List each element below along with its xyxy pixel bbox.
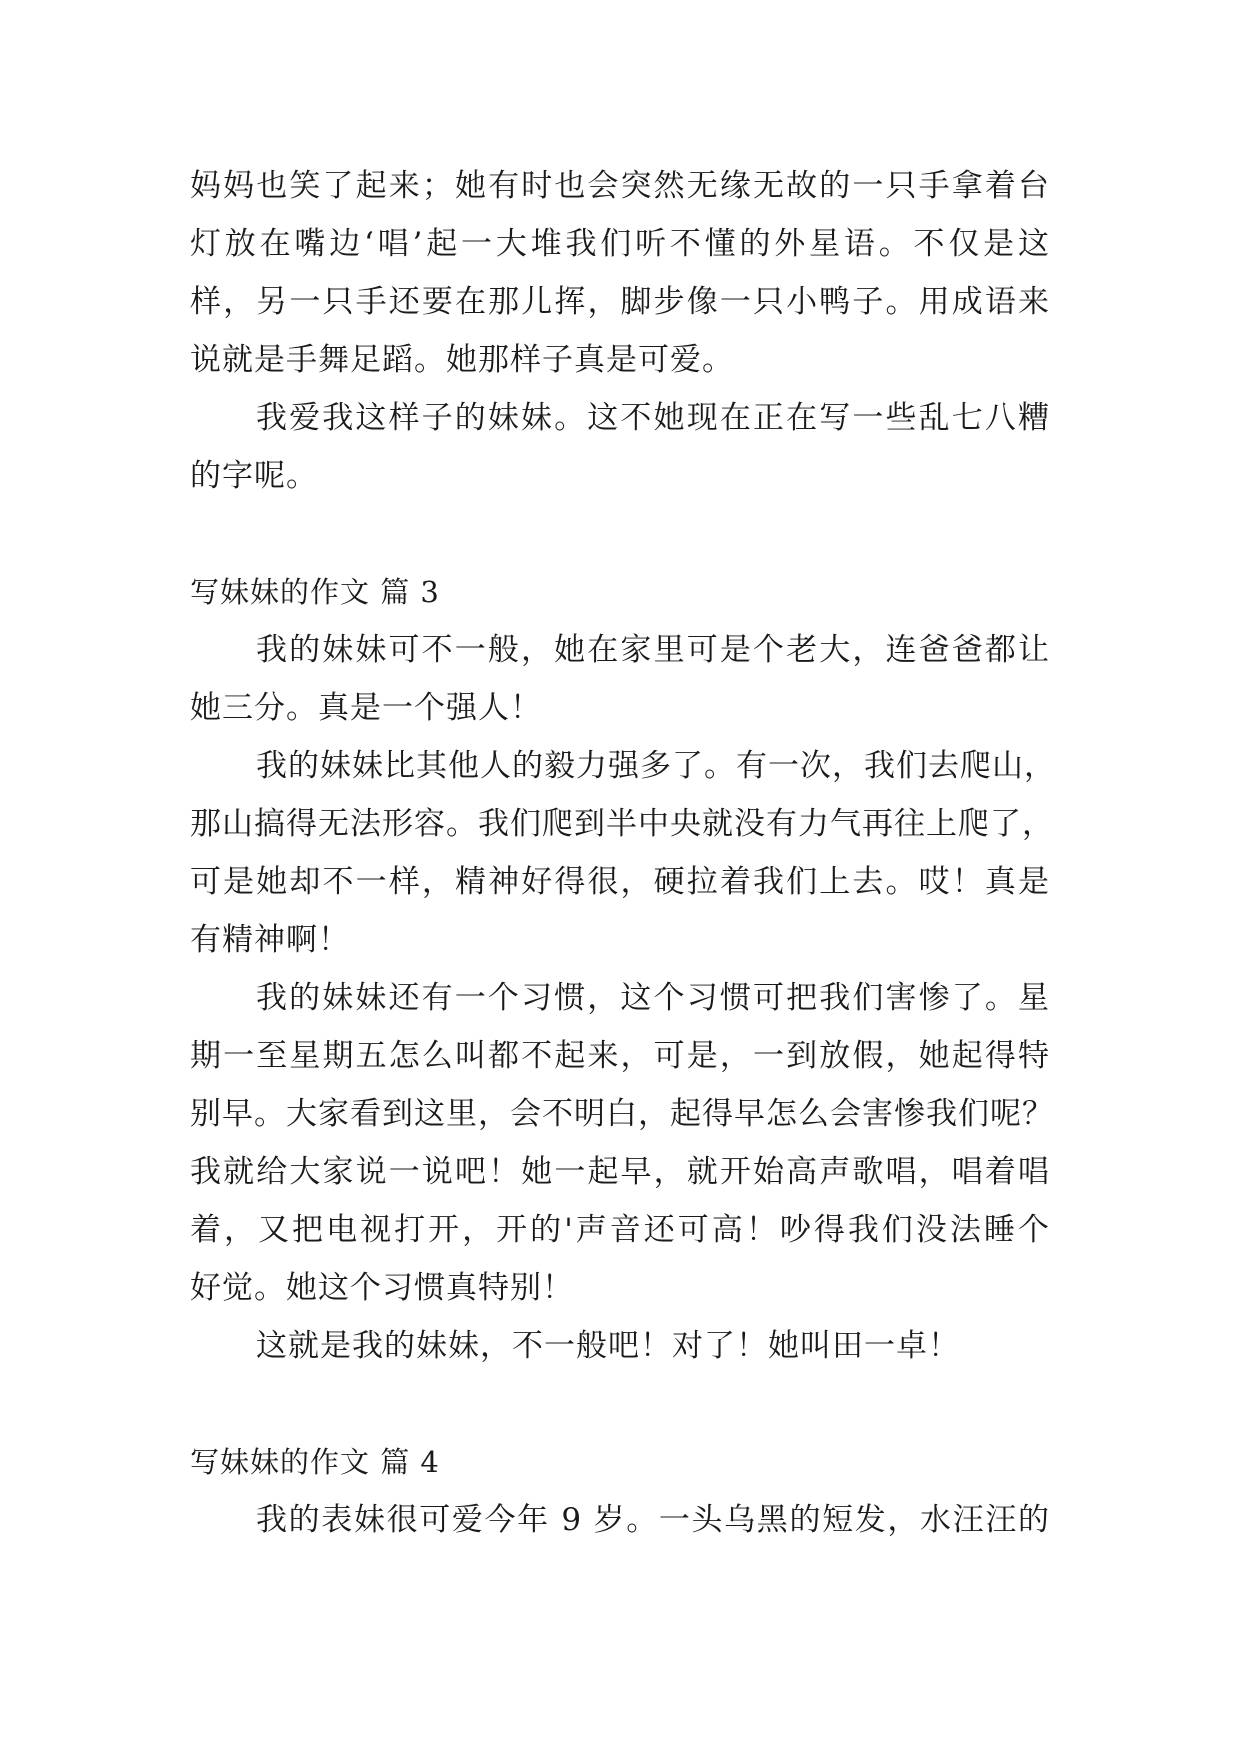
- paragraph-line: 的字呢。: [190, 458, 318, 494]
- paragraph-line: 我的妹妹比其他人的毅力强多了。有一次，我们去爬山，: [256, 748, 1056, 784]
- paragraph-line: 妈妈也笑了起来；她有时也会突然无缘无故的一只手拿着台: [190, 168, 1050, 204]
- paragraph-line: 我的妹妹还有一个习惯，这个习惯可把我们害惨了。星: [256, 980, 1050, 1016]
- paragraph-line: 有精神啊！: [190, 922, 350, 958]
- paragraph-line: 我的表妹很可爱今年 9 岁。一头乌黑的短发，水汪汪的: [256, 1502, 1050, 1538]
- paragraph-line: 说就是手舞足蹈。她那样子真是可爱。: [190, 342, 734, 378]
- section-heading: 写妹妹的作文 篇 3: [190, 575, 440, 609]
- paragraph-line: 灯放在嘴边‘唱’起一大堆我们听不懂的外星语。不仅是这: [190, 226, 1050, 262]
- paragraph-line: 她三分。真是一个强人！: [190, 690, 542, 726]
- paragraph-line: 这就是我的妹妹，不一般吧！对了！她叫田一卓！: [256, 1328, 960, 1364]
- paragraph-line: 好觉。她这个习惯真特别！: [190, 1270, 574, 1306]
- document-page: [190, 0, 1056, 1754]
- paragraph-line: 样，另一只手还要在那儿挥，脚步像一只小鸭子。用成语来: [190, 284, 1050, 320]
- paragraph-line: 那山搞得无法形容。我们爬到半中央就没有力气再往上爬了，: [190, 806, 1054, 842]
- paragraph-line: 可是她却不一样，精神好得很，硬拉着我们上去。哎！真是: [190, 864, 1050, 900]
- paragraph-line: 我就给大家说一说吧！她一起早，就开始高声歌唱，唱着唱: [190, 1154, 1050, 1190]
- paragraph-line: 着，又把电视打开，开的'声音还可高！吵得我们没法睡个: [190, 1212, 1050, 1248]
- paragraph-line: 别早。大家看到这里，会不明白，起得早怎么会害惨我们呢？: [190, 1096, 1054, 1132]
- paragraph-line: 我的妹妹可不一般，她在家里可是个老大，连爸爸都让: [256, 632, 1050, 668]
- section-heading: 写妹妹的作文 篇 4: [190, 1445, 440, 1479]
- paragraph-line: 我爱我这样子的妹妹。这不她现在正在写一些乱七八糟: [256, 400, 1050, 436]
- paragraph-line: 期一至星期五怎么叫都不起来，可是，一到放假，她起得特: [190, 1038, 1050, 1074]
